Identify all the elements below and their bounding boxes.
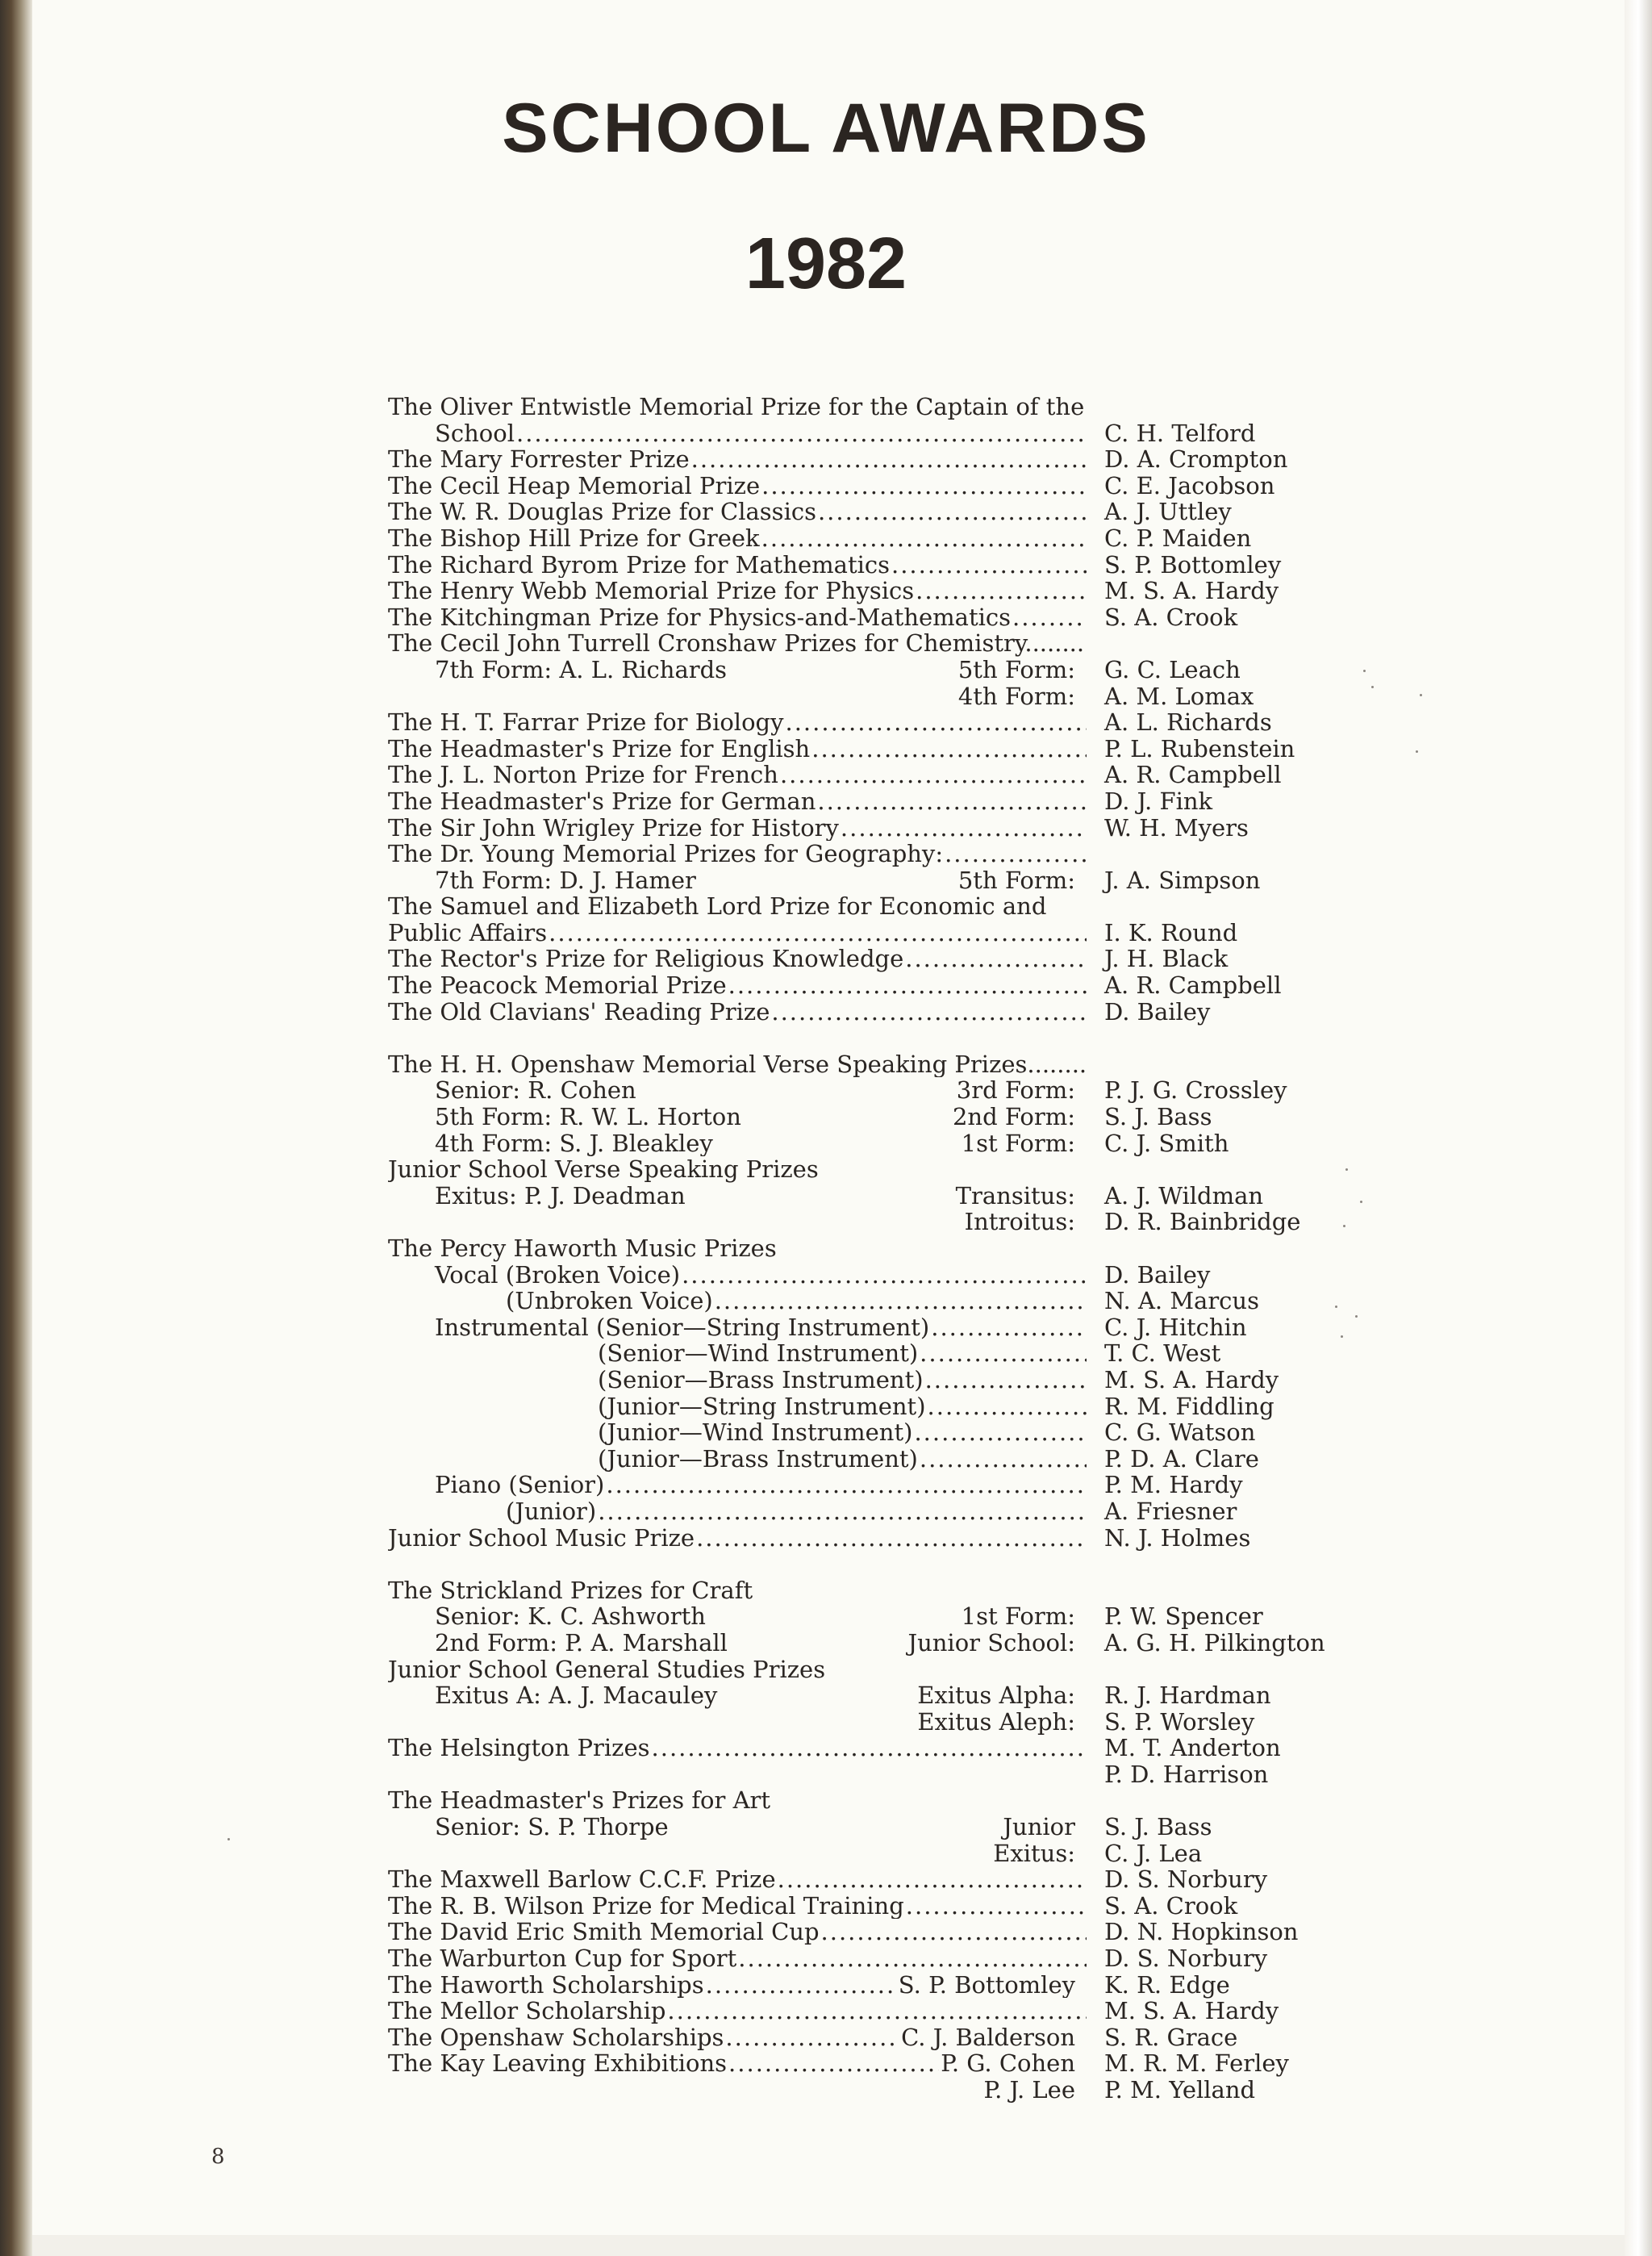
award-inline-winner: C. J. Balderson bbox=[901, 2024, 1075, 2051]
dot-leader bbox=[818, 499, 1087, 525]
award-winner: S. A. Crook bbox=[1104, 603, 1238, 631]
award-winner: G. C. Leach bbox=[1104, 655, 1241, 683]
award-row bbox=[388, 446, 1356, 473]
award-left bbox=[388, 841, 1088, 867]
award-category: 1st Form: bbox=[961, 1129, 1075, 1157]
award-left bbox=[388, 1787, 1088, 1814]
award-name: (Junior) bbox=[506, 1498, 597, 1525]
award-name: Exitus: P. J. Deadman bbox=[435, 1182, 686, 1209]
award-left bbox=[388, 815, 1088, 842]
award-category: P. J. Lee bbox=[983, 2076, 1075, 2104]
award-name: The Strickland Prizes for Craft bbox=[388, 1577, 753, 1604]
award-name: The Headmaster's Prize for English bbox=[388, 735, 811, 762]
award-row bbox=[388, 893, 1356, 920]
award-category: 5th Form: bbox=[957, 866, 1075, 894]
award-row bbox=[388, 1656, 1356, 1683]
award-name: The Samuel and Elizabeth Lord Prize for Economic and bbox=[388, 893, 1047, 920]
award-name: Senior: K. C. Ashworth bbox=[435, 1603, 706, 1630]
award-row bbox=[388, 683, 1356, 710]
award-row bbox=[388, 1156, 1356, 1183]
award-left bbox=[388, 972, 1088, 999]
award-inline-winner: P. G. Cohen bbox=[941, 2050, 1075, 2077]
award-winner: S. A. Crook bbox=[1104, 1891, 1238, 1920]
award-left bbox=[388, 1919, 1088, 1945]
scan-speck bbox=[1341, 1335, 1343, 1338]
award-winner: M. S. A. Hardy bbox=[1104, 577, 1279, 605]
award-winner: M. S. A. Hardy bbox=[1104, 1997, 1279, 2025]
award-name: 5th Form: R. W. L. Horton bbox=[435, 1104, 741, 1130]
award-left bbox=[388, 788, 1088, 815]
award-left bbox=[388, 1814, 1088, 1840]
award-row bbox=[388, 867, 1356, 894]
award-winner: D. A. Crompton bbox=[1104, 445, 1288, 474]
dot-leader bbox=[728, 972, 1087, 999]
award-winner: T. C. West bbox=[1104, 1339, 1221, 1368]
award-row bbox=[388, 394, 1356, 420]
dot-leader bbox=[682, 1262, 1087, 1289]
dot-leader bbox=[667, 1998, 1087, 2024]
award-left bbox=[388, 1735, 1088, 1761]
award-row bbox=[388, 1288, 1356, 1314]
award-left bbox=[388, 473, 1088, 499]
award-row bbox=[388, 736, 1356, 762]
award-left bbox=[388, 1446, 1088, 1473]
award-name: The Mellor Scholarship bbox=[388, 1998, 666, 2024]
award-left bbox=[388, 2024, 1088, 2051]
award-left bbox=[388, 604, 1088, 631]
award-name: Exitus A: A. J. Macauley bbox=[435, 1682, 718, 1709]
scan-speck bbox=[1345, 1168, 1348, 1171]
award-left bbox=[388, 2050, 1088, 2077]
award-left bbox=[388, 1972, 1088, 1999]
award-left bbox=[388, 1235, 1088, 1262]
dot-leader bbox=[549, 920, 1087, 946]
award-name: (Senior—Wind Instrument) bbox=[598, 1340, 919, 1367]
award-name: The Helsington Prizes bbox=[388, 1735, 650, 1761]
dot-leader bbox=[925, 1367, 1087, 1393]
dot-leader bbox=[931, 1314, 1087, 1341]
award-category: Exitus Aleph: bbox=[917, 1707, 1075, 1736]
award-winner: A. Friesner bbox=[1104, 1497, 1237, 1525]
award-row bbox=[388, 1682, 1356, 1709]
dot-leader bbox=[728, 2050, 939, 2077]
award-row bbox=[388, 1972, 1356, 1999]
award-row bbox=[388, 1945, 1356, 1972]
award-name: 7th Form: D. J. Hamer bbox=[435, 867, 696, 894]
dot-leader bbox=[920, 1446, 1087, 1473]
award-winner: N. J. Holmes bbox=[1104, 1523, 1251, 1552]
scan-speck bbox=[1363, 670, 1366, 672]
award-name: The Bishop Hill Prize for Greek bbox=[388, 524, 760, 552]
dot-leader bbox=[696, 1525, 1087, 1552]
award-name: The Headmaster's Prize for German bbox=[388, 788, 816, 815]
award-winner: M. S. A. Hardy bbox=[1104, 1365, 1279, 1393]
award-left bbox=[388, 1577, 1088, 1604]
section-gap bbox=[388, 1025, 1356, 1051]
award-name: The Richard Byrom Prize for Mathematics bbox=[388, 551, 890, 579]
award-winner: A. L. Richards bbox=[1104, 708, 1272, 737]
award-name: The Sir John Wrigley Prize for History bbox=[388, 814, 839, 842]
award-left bbox=[388, 1393, 1088, 1420]
award-row bbox=[388, 1367, 1356, 1393]
dot-leader bbox=[841, 815, 1087, 842]
award-row bbox=[388, 1446, 1356, 1473]
award-row bbox=[388, 1998, 1356, 2024]
award-winner: D. S. Norbury bbox=[1104, 1945, 1268, 1973]
dot-leader bbox=[516, 420, 1087, 447]
award-left bbox=[388, 1866, 1088, 1893]
award-winner: S. P. Bottomley bbox=[1104, 550, 1282, 579]
award-category: Junior School: bbox=[907, 1628, 1075, 1656]
dot-leader bbox=[691, 446, 1087, 473]
scan-speck bbox=[227, 1838, 230, 1840]
award-name: The Openshaw Scholarships bbox=[388, 2024, 724, 2051]
dot-leader bbox=[786, 709, 1087, 736]
award-name: (Junior—Wind Instrument) bbox=[598, 1419, 913, 1446]
award-row bbox=[388, 1314, 1356, 1341]
dot-leader bbox=[606, 1472, 1087, 1498]
dot-leader bbox=[817, 788, 1087, 815]
award-winner: D. Bailey bbox=[1104, 1260, 1211, 1289]
award-left bbox=[388, 630, 1088, 657]
award-winner: D. N. Hopkinson bbox=[1104, 1918, 1299, 1946]
award-row bbox=[388, 604, 1356, 631]
award-left bbox=[388, 1656, 1088, 1683]
award-row bbox=[388, 1525, 1356, 1552]
dot-leader bbox=[905, 946, 1087, 972]
award-row bbox=[388, 525, 1356, 552]
award-name: The Peacock Memorial Prize bbox=[388, 972, 727, 999]
award-winner: C. J. Hitchin bbox=[1104, 1313, 1247, 1341]
award-row bbox=[388, 1761, 1356, 1788]
award-left bbox=[388, 1893, 1088, 1920]
award-winner: N. A. Marcus bbox=[1104, 1287, 1259, 1315]
awards-list bbox=[388, 394, 1356, 2104]
page-edge bbox=[1625, 0, 1652, 2256]
award-winner: R. J. Hardman bbox=[1104, 1682, 1271, 1710]
award-left bbox=[388, 1945, 1088, 1972]
award-left bbox=[388, 1498, 1088, 1525]
award-row bbox=[388, 657, 1356, 683]
dot-leader bbox=[916, 578, 1087, 604]
award-winner: D. J. Fink bbox=[1104, 787, 1213, 815]
award-winner: D. R. Bainbridge bbox=[1104, 1208, 1301, 1236]
award-left bbox=[388, 1156, 1088, 1183]
award-winner: A. M. Lomax bbox=[1104, 682, 1254, 710]
award-left bbox=[388, 999, 1088, 1026]
award-row bbox=[388, 552, 1356, 579]
award-name: 4th Form: S. J. Bleakley bbox=[435, 1130, 713, 1157]
dot-leader bbox=[920, 1340, 1087, 1367]
award-name: School bbox=[435, 420, 515, 447]
award-row bbox=[388, 473, 1356, 499]
dot-leader bbox=[652, 1735, 1087, 1761]
scan-speck bbox=[1343, 1225, 1345, 1227]
award-winner: M. R. M. Ferley bbox=[1104, 2049, 1289, 2078]
award-winner: A. J. Uttley bbox=[1104, 498, 1232, 526]
award-name: The Rector's Prize for Religious Knowledge bbox=[388, 946, 904, 973]
award-left bbox=[388, 946, 1088, 972]
award-row bbox=[388, 2050, 1356, 2077]
award-name: The Haworth Scholarships bbox=[388, 1971, 704, 1999]
award-row bbox=[388, 1262, 1356, 1289]
award-category: 4th Form: bbox=[957, 682, 1075, 710]
book-spine bbox=[0, 0, 32, 2256]
award-name: The Warburton Cup for Sport bbox=[388, 1945, 737, 1972]
award-category: Exitus: bbox=[993, 1839, 1075, 1867]
award-row bbox=[388, 841, 1356, 867]
award-category: 3rd Form: bbox=[956, 1076, 1075, 1105]
award-winner: P. L. Rubenstein bbox=[1104, 734, 1295, 762]
dot-leader bbox=[761, 525, 1087, 552]
award-name: Junior School Music Prize bbox=[388, 1524, 695, 1552]
award-winner: P. W. Spencer bbox=[1104, 1602, 1263, 1631]
award-winner: S. J. Bass bbox=[1104, 1813, 1212, 1841]
dot-leader bbox=[945, 841, 1087, 867]
award-row bbox=[388, 1577, 1356, 1604]
award-left bbox=[388, 1998, 1088, 2024]
award-row bbox=[388, 1130, 1356, 1157]
award-row bbox=[388, 420, 1356, 447]
award-row bbox=[388, 1603, 1356, 1630]
award-row bbox=[388, 1814, 1356, 1840]
award-name: (Unbroken Voice) bbox=[506, 1288, 713, 1314]
award-row bbox=[388, 1104, 1356, 1130]
award-row bbox=[388, 2024, 1356, 2051]
award-category: Junior bbox=[1003, 1813, 1075, 1841]
dot-leader bbox=[778, 1866, 1087, 1893]
award-name: The Cecil Heap Memorial Prize bbox=[388, 472, 761, 499]
award-row bbox=[388, 1840, 1356, 1867]
dot-leader bbox=[1012, 604, 1087, 631]
award-row bbox=[388, 920, 1356, 946]
award-left bbox=[388, 394, 1088, 420]
award-name: The H. H. Openshaw Memorial Verse Speaking Prizes........ bbox=[388, 1051, 1087, 1078]
award-row bbox=[388, 1709, 1356, 1736]
award-category: 5th Form: bbox=[957, 655, 1075, 683]
award-left bbox=[388, 1340, 1088, 1367]
scan-speck bbox=[1420, 694, 1422, 696]
award-row bbox=[388, 1393, 1356, 1420]
award-row bbox=[388, 2077, 1356, 2104]
award-left bbox=[388, 762, 1088, 788]
dot-leader bbox=[811, 736, 1087, 762]
award-winner: P. D. Harrison bbox=[1104, 1760, 1269, 1788]
award-name: The Dr. Young Memorial Prizes for Geography: bbox=[388, 841, 944, 867]
section-gap bbox=[388, 1551, 1356, 1577]
award-left bbox=[388, 446, 1088, 473]
award-row bbox=[388, 1498, 1356, 1525]
award-winner: K. R. Edge bbox=[1104, 1970, 1230, 1999]
award-row bbox=[388, 1183, 1356, 1209]
award-row bbox=[388, 578, 1356, 604]
award-winner: A. R. Campbell bbox=[1104, 971, 1282, 1000]
scan-speck bbox=[1416, 750, 1418, 753]
award-name: 2nd Form: P. A. Marshall bbox=[435, 1629, 728, 1656]
award-left bbox=[388, 420, 1088, 447]
award-row bbox=[388, 946, 1356, 972]
award-winner: M. T. Anderton bbox=[1104, 1734, 1281, 1762]
award-category: Introitus: bbox=[964, 1208, 1075, 1236]
award-name: Instrumental (Senior—String Instrument) bbox=[435, 1314, 930, 1341]
award-winner: S. R. Grace bbox=[1104, 2023, 1238, 2051]
dot-leader bbox=[725, 2024, 899, 2051]
award-row bbox=[388, 1893, 1356, 1920]
award-left bbox=[388, 736, 1088, 762]
page-number: 8 bbox=[211, 2145, 225, 2169]
award-name: (Junior—Brass Instrument) bbox=[598, 1445, 918, 1473]
award-winner: R. M. Fiddling bbox=[1104, 1392, 1274, 1420]
award-left bbox=[388, 920, 1088, 946]
award-row bbox=[388, 788, 1356, 815]
award-name: The Kay Leaving Exhibitions bbox=[388, 2050, 728, 2077]
award-left bbox=[388, 1525, 1088, 1552]
dot-leader bbox=[771, 999, 1087, 1026]
award-name: The Headmaster's Prizes for Art bbox=[388, 1787, 771, 1815]
dot-leader bbox=[914, 1419, 1087, 1446]
award-row bbox=[388, 1472, 1356, 1498]
award-winner: I. K. Round bbox=[1104, 918, 1238, 946]
award-winner: P. M. Hardy bbox=[1104, 1471, 1243, 1499]
award-left bbox=[388, 1314, 1088, 1341]
award-name: The Mary Forrester Prize bbox=[388, 446, 690, 473]
award-left bbox=[388, 1472, 1088, 1498]
award-winner: C. P. Maiden bbox=[1104, 524, 1252, 552]
award-left bbox=[388, 499, 1088, 525]
award-row bbox=[388, 1866, 1356, 1893]
award-left bbox=[388, 578, 1088, 604]
award-name: The R. B. Wilson Prize for Medical Training bbox=[388, 1892, 904, 1920]
dot-leader bbox=[715, 1288, 1087, 1314]
award-category: 1st Form: bbox=[961, 1602, 1075, 1631]
scan-speck bbox=[1335, 1306, 1337, 1308]
award-name: Piano (Senior) bbox=[435, 1472, 605, 1498]
award-winner: A. R. Campbell bbox=[1104, 761, 1282, 789]
award-left bbox=[388, 1367, 1088, 1393]
award-left bbox=[388, 1051, 1088, 1078]
award-winner: S. J. Bass bbox=[1104, 1103, 1212, 1131]
award-category: 2nd Form: bbox=[952, 1103, 1075, 1131]
award-winner: C. G. Watson bbox=[1104, 1418, 1256, 1447]
award-category: Exitus Alpha: bbox=[917, 1682, 1075, 1710]
award-name: Junior School Verse Speaking Prizes bbox=[388, 1156, 819, 1183]
award-left bbox=[388, 1262, 1088, 1289]
award-row bbox=[388, 1630, 1356, 1656]
award-winner: C. J. Lea bbox=[1104, 1839, 1203, 1867]
award-row bbox=[388, 762, 1356, 788]
award-name: Vocal (Broken Voice) bbox=[435, 1261, 681, 1289]
award-name: The W. R. Douglas Prize for Classics bbox=[388, 499, 816, 525]
award-row bbox=[388, 1735, 1356, 1761]
award-row bbox=[388, 1051, 1356, 1078]
award-name: Public Affairs bbox=[388, 919, 548, 946]
award-row bbox=[388, 815, 1356, 842]
award-winner: D. S. Norbury bbox=[1104, 1865, 1268, 1894]
scan-speck bbox=[1360, 1201, 1362, 1203]
award-left bbox=[388, 1419, 1088, 1446]
award-name: The David Eric Smith Memorial Cup bbox=[388, 1919, 820, 1946]
award-winner: P. D. A. Clare bbox=[1104, 1444, 1259, 1473]
award-winner: J. H. Black bbox=[1104, 945, 1229, 973]
scan-speck bbox=[1371, 686, 1374, 688]
page-year: 1982 bbox=[745, 224, 907, 304]
page-title: SCHOOL AWARDS bbox=[502, 90, 1150, 167]
award-row bbox=[388, 709, 1356, 736]
award-row bbox=[388, 630, 1356, 657]
award-winner: A. J. Wildman bbox=[1104, 1181, 1264, 1209]
award-winner: C. E. Jacobson bbox=[1104, 471, 1275, 499]
award-name: (Junior—String Instrument) bbox=[598, 1393, 926, 1420]
dot-leader bbox=[821, 1919, 1087, 1945]
award-winner: D. Bailey bbox=[1104, 997, 1211, 1026]
award-inline-winner: S. P. Bottomley bbox=[898, 1971, 1075, 1999]
award-row bbox=[388, 999, 1356, 1026]
award-winner: C. J. Smith bbox=[1104, 1129, 1229, 1157]
award-row bbox=[388, 1419, 1356, 1446]
award-row bbox=[388, 499, 1356, 525]
award-left bbox=[388, 1288, 1088, 1314]
award-winner: J. A. Simpson bbox=[1104, 866, 1261, 894]
award-name: The H. T. Farrar Prize for Biology bbox=[388, 709, 784, 736]
award-row bbox=[388, 1919, 1356, 1945]
award-row bbox=[388, 1077, 1356, 1104]
dot-leader bbox=[706, 1972, 897, 1999]
award-name: 7th Form: A. L. Richards bbox=[435, 656, 728, 683]
award-name: The Kitchingman Prize for Physics-and-Mathematics bbox=[388, 604, 1011, 631]
award-category: Transitus: bbox=[955, 1181, 1075, 1209]
award-name: The Maxwell Barlow C.C.F. Prize bbox=[388, 1866, 776, 1893]
award-left bbox=[388, 893, 1088, 920]
award-row bbox=[388, 1209, 1356, 1235]
dot-leader bbox=[780, 762, 1087, 788]
award-name: The J. L. Norton Prize for French bbox=[388, 762, 778, 788]
award-winner: P. M. Yelland bbox=[1104, 2076, 1256, 2104]
dot-leader bbox=[761, 473, 1087, 499]
award-left bbox=[388, 709, 1088, 736]
award-winner: W. H. Myers bbox=[1104, 813, 1249, 842]
award-name: Senior: S. P. Thorpe bbox=[435, 1814, 669, 1840]
award-winner: C. H. Telford bbox=[1104, 419, 1256, 447]
award-name: Senior: R. Cohen bbox=[435, 1077, 636, 1105]
award-name: Junior School General Studies Prizes bbox=[388, 1656, 826, 1683]
award-name: The Henry Webb Memorial Prize for Physics bbox=[388, 578, 915, 604]
award-left bbox=[388, 552, 1088, 579]
award-winner: A. G. H. Pilkington bbox=[1104, 1628, 1325, 1656]
award-name: (Senior—Brass Instrument) bbox=[598, 1366, 924, 1393]
award-row bbox=[388, 1340, 1356, 1367]
award-row bbox=[388, 1787, 1356, 1814]
dot-leader bbox=[891, 552, 1087, 579]
award-name: The Old Clavians' Reading Prize bbox=[388, 998, 770, 1026]
award-name: The Cecil John Turrell Cronshaw Prizes for Chemistry........ bbox=[388, 630, 1085, 657]
award-name: The Oliver Entwistle Memorial Prize for the Captain of the bbox=[388, 394, 1085, 420]
award-row bbox=[388, 1235, 1356, 1262]
award-name: The Percy Haworth Music Prizes bbox=[388, 1235, 777, 1262]
dot-leader bbox=[738, 1945, 1087, 1972]
dot-leader bbox=[906, 1893, 1087, 1920]
award-left bbox=[388, 525, 1088, 552]
dot-leader bbox=[928, 1393, 1087, 1420]
scan-speck bbox=[1355, 1315, 1358, 1318]
award-winner: P. J. G. Crossley bbox=[1104, 1076, 1287, 1105]
dot-leader bbox=[598, 1498, 1087, 1525]
award-winner: S. P. Worsley bbox=[1104, 1707, 1255, 1736]
award-row bbox=[388, 972, 1356, 999]
